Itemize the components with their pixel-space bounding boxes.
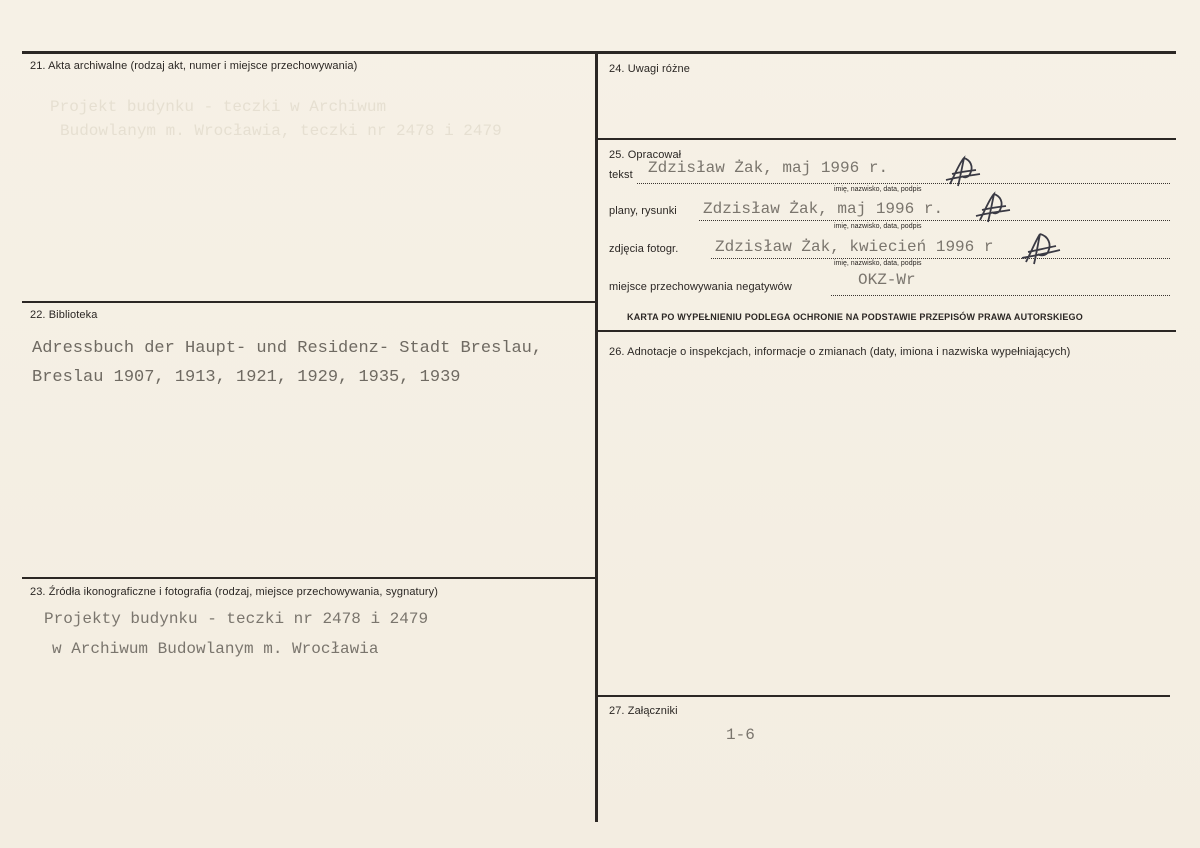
field-23-line-2: w Archiwum Budowlanym m. Wrocławia: [52, 640, 379, 658]
row-plans-hint: imię, nazwisko, data, podpis: [834, 223, 922, 230]
signature-icon: [1018, 230, 1062, 268]
row-text-hint: imię, nazwisko, data, podpis: [834, 186, 922, 193]
field-21-label: 21. Akta archiwalne (rodzaj akt, numer i miejsce przechowywania): [30, 60, 358, 72]
row-plans-label: plany, rysunki: [609, 205, 677, 217]
field-27-value: 1-6: [726, 726, 755, 744]
field-21-faded-line-2: Budowlanym m. Wrocławia, teczki nr 2478 i 2479: [60, 122, 502, 140]
field-21-faded-line-1: Projekt budynku - teczki w Archiwum: [50, 98, 387, 116]
field-23-label: 23. Źródła ikonograficzne i fotografia (rodzaj, miejsce przechowywania, sygnatury): [30, 586, 439, 598]
field-26-label: 26. Adnotacje o inspekcjach, informacje o zmianach (daty, imiona i nazwiska wypełniających): [609, 346, 1071, 358]
field-22-label: 22. Biblioteka: [30, 309, 98, 321]
field-23-line-1: Projekty budynku - teczki nr 2478 i 2479: [44, 610, 429, 628]
row-photos-dotted-line: [711, 258, 1170, 259]
row-photos-hint: imię, nazwisko, data, podpis: [834, 260, 922, 267]
field-24-label: 24. Uwagi różne: [609, 63, 690, 75]
field-27-label: 27. Załączniki: [609, 705, 678, 717]
top-rule: [22, 51, 1176, 54]
row-negatives-label: miejsce przechowywania negatywów: [609, 281, 792, 293]
field-25-label: 25. Opracował: [609, 149, 682, 161]
row-text-value: Zdzisław Żak, maj 1996 r.: [648, 159, 889, 177]
signature-icon: [942, 154, 982, 190]
row-text-label: tekst: [609, 169, 633, 181]
rule-22-23: [22, 577, 597, 579]
rule-21-22: [22, 301, 597, 303]
row-plans-value: Zdzisław Żak, maj 1996 r.: [703, 200, 944, 218]
row-negatives-value: OKZ-Wr: [858, 271, 916, 289]
row-text-dotted-line: [637, 183, 1170, 184]
rule-25-26: [597, 330, 1176, 332]
field-22-line-1: Adressbuch der Haupt- und Residenz- Stadt Breslau,: [32, 339, 543, 358]
row-plans-dotted-line: [699, 220, 1170, 221]
copyright-notice: KARTA PO WYPEŁNIENIU PODLEGA OCHRONIE NA PODSTAWIE PRZEPISÓW PRAWA AUTORSKIEGO: [627, 312, 1083, 322]
rule-24-25: [597, 138, 1176, 140]
field-22-line-2: Breslau 1907, 1913, 1921, 1929, 1935, 1939: [32, 368, 461, 387]
center-divider: [595, 52, 598, 822]
row-negatives-dotted-line: [831, 295, 1170, 296]
row-photos-label: zdjęcia fotogr.: [609, 243, 679, 255]
signature-icon: [972, 190, 1012, 226]
row-photos-value: Zdzisław Żak, kwiecień 1996 r: [715, 238, 994, 256]
rule-26-27: [597, 695, 1170, 697]
